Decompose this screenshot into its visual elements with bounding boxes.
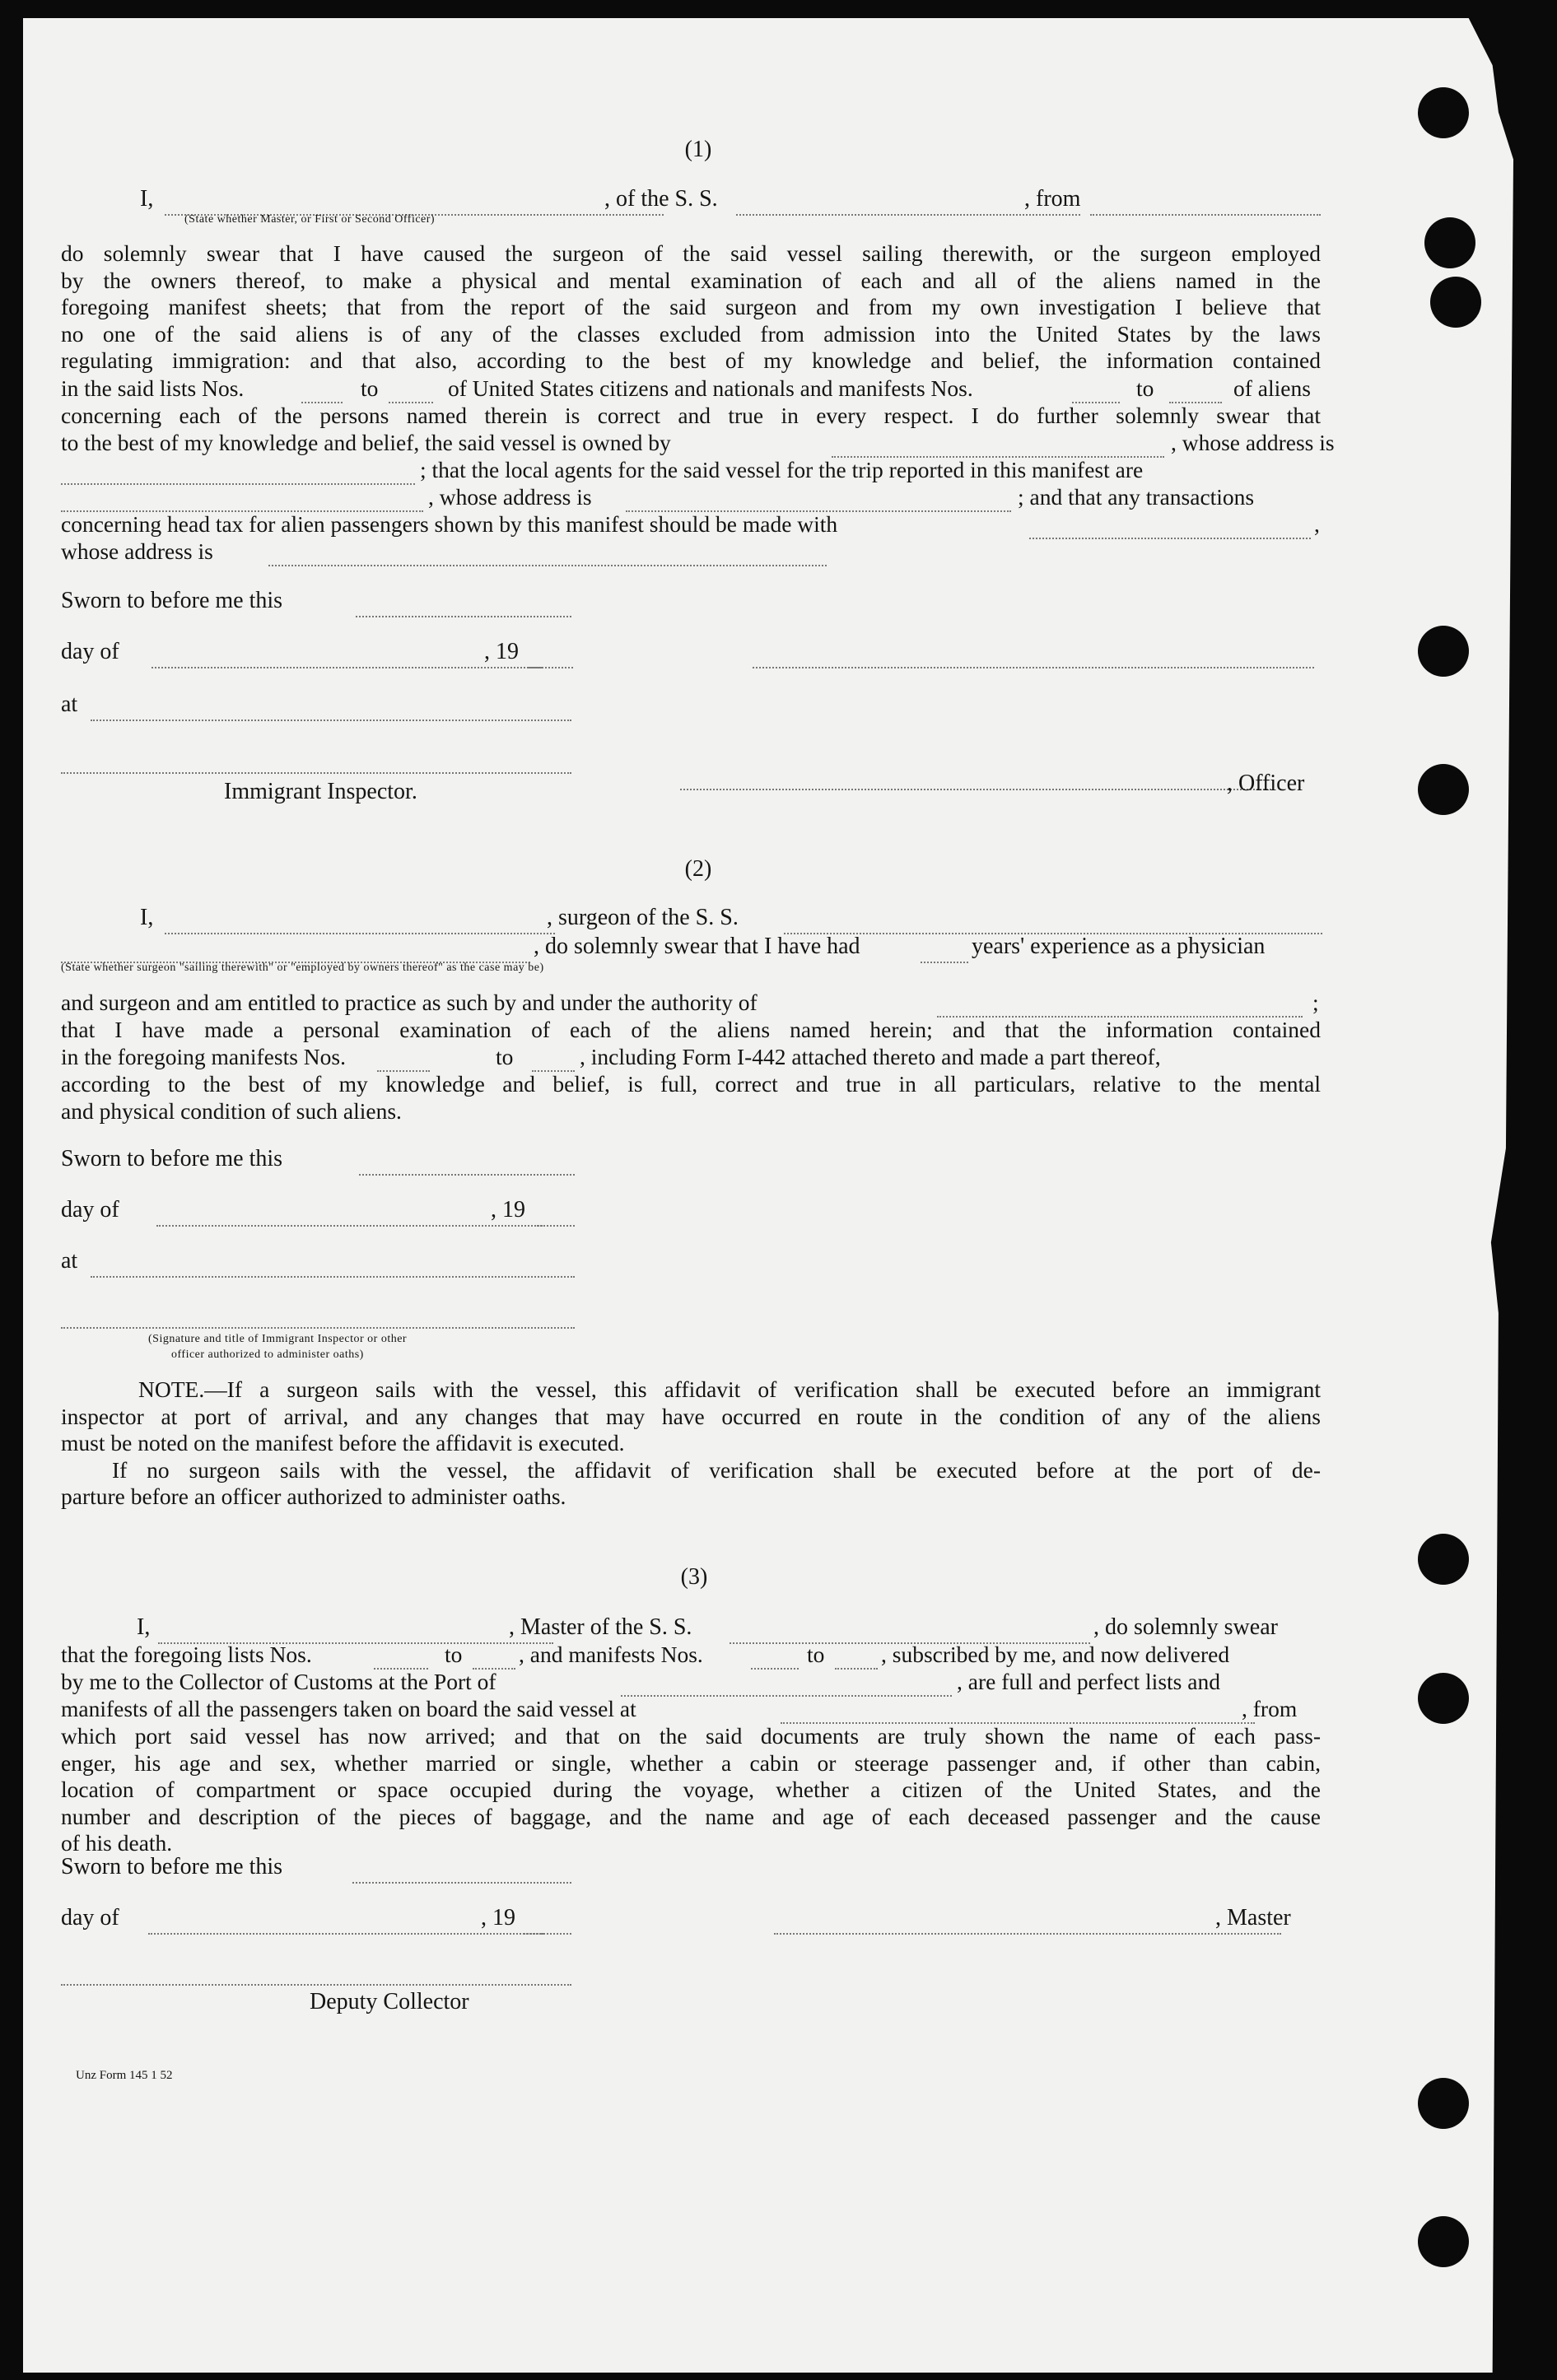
lists-to-field[interactable] bbox=[389, 377, 433, 403]
from-port-field[interactable] bbox=[1090, 189, 1321, 216]
s1-to-label-2: to bbox=[1136, 375, 1154, 401]
s2-sworn-label: Sworn to before me this bbox=[61, 1146, 283, 1171]
s2-sig-note-2: officer authorized to administer oaths) bbox=[171, 1348, 364, 1361]
s1-sworn-label: Sworn to before me this bbox=[61, 588, 283, 613]
s3-body-line: enger, his age and sex, whether married or single, whether a cabin or steerage passenger and, if other than cabin, bbox=[61, 1749, 1321, 1776]
s2-manifests-label: in the foregoing manifests Nos. bbox=[61, 1044, 346, 1069]
s2-year-label: , 19 bbox=[491, 1197, 525, 1223]
s2-note-line: NOTE.—If a surgeon sails with the vessel, this affidavit of verification shall be executed before an immigrant bbox=[138, 1376, 1321, 1402]
s1-month-field[interactable] bbox=[152, 642, 542, 668]
manifests-from-field[interactable] bbox=[1072, 377, 1120, 403]
s3-body-line: which port said vessel has now arrived; and that on the said documents are truly shown the name of each pass- bbox=[61, 1723, 1321, 1749]
binder-hole bbox=[1418, 2078, 1469, 2129]
s2-years-label: years' experience as a physician bbox=[972, 934, 1266, 959]
s1-agents-label: ; that the local agents for the said vessel for the trip reported in this manifest are bbox=[420, 457, 1144, 482]
s2-year-field[interactable] bbox=[537, 1200, 575, 1227]
s1-agent-address-label: , whose address is bbox=[428, 484, 592, 510]
s3-master-label: , Master of the S. S. bbox=[509, 1614, 692, 1640]
owner-address-field[interactable] bbox=[61, 459, 415, 485]
s3-deputy-label: Deputy Collector bbox=[310, 1989, 469, 2014]
s2-manifests-from-field[interactable] bbox=[377, 1046, 430, 1072]
binder-hole bbox=[1424, 217, 1475, 268]
s1-to-label: to bbox=[361, 375, 379, 401]
binder-hole bbox=[1418, 2216, 1469, 2267]
s3-body-line: location of compartment or space occupied during the voyage, whether a citizen of the United States, and the bbox=[61, 1777, 1321, 1802]
s2-at-field[interactable] bbox=[91, 1251, 575, 1278]
s2-to-label: to bbox=[496, 1044, 514, 1069]
section-1-number: (1) bbox=[684, 137, 712, 162]
s1-year-label: , 19 bbox=[484, 639, 519, 664]
s3-lists-label: that the foregoing lists Nos. bbox=[61, 1642, 312, 1667]
deputy-collector-signature-field[interactable] bbox=[61, 1959, 571, 1986]
s3-from-label: , from bbox=[1242, 1696, 1298, 1721]
s1-officer-note: (State whether Master, or First or Second Officer) bbox=[184, 213, 436, 226]
s1-body-line: concerning each of the persons named therein is correct and true in every respect. I do further solemnly swear that bbox=[61, 403, 1321, 428]
authority-field[interactable] bbox=[937, 991, 1303, 1018]
s2-note-line: If no surgeon sails with the vessel, the affidavit of verification shall be executed before at the port of de- bbox=[112, 1456, 1321, 1483]
s3-body bbox=[61, 1723, 1321, 1830]
binder-hole bbox=[1418, 1534, 1469, 1585]
s1-citizens-label: of United States citizens and nationals and manifests Nos. bbox=[448, 375, 973, 401]
binder-hole bbox=[1418, 626, 1469, 677]
manifests-to-field[interactable] bbox=[1169, 377, 1222, 403]
s2-surgeon-label: , surgeon of the S. S. bbox=[547, 905, 739, 930]
s1-officer-label: , Officer bbox=[1227, 771, 1305, 796]
s2-note-line: parture before an officer authorized to administer oaths. bbox=[61, 1483, 566, 1509]
s1-body-line: foregoing manifest sheets; that from the report of the said surgeon and from my own investigation I believe that bbox=[61, 294, 1321, 319]
head-tax-address-field[interactable] bbox=[268, 540, 827, 566]
s3-sworn-label: Sworn to before me this bbox=[61, 1854, 283, 1879]
s3-year-label: , 19 bbox=[481, 1905, 515, 1931]
s3-lists-from-field[interactable] bbox=[374, 1643, 428, 1670]
s2-note bbox=[61, 1376, 1321, 1511]
s3-to-label: to bbox=[445, 1642, 463, 1667]
s3-port-field[interactable] bbox=[621, 1670, 952, 1697]
s1-owned-by-label: to the best of my knowledge and belief, the said vessel is owned by bbox=[61, 430, 671, 455]
s2-body bbox=[61, 1017, 1321, 1044]
s3-collector-label: by me to the Collector of Customs at the Port of bbox=[61, 1669, 496, 1694]
head-tax-party-field[interactable] bbox=[1029, 513, 1311, 539]
s3-lists-to-field[interactable] bbox=[473, 1643, 515, 1670]
s1-comma: , bbox=[1314, 511, 1320, 537]
s1-of-ss-label: , of the S. S. bbox=[604, 186, 718, 212]
s2-body-line: and physical condition of such aliens. bbox=[61, 1097, 402, 1124]
surgeon-type-field[interactable] bbox=[61, 937, 530, 963]
binder-hole bbox=[1430, 277, 1481, 328]
s1-sworn-date-field[interactable] bbox=[356, 591, 571, 617]
s1-head-tax-label: concerning head tax for alien passengers shown by this manifest should be made with bbox=[61, 511, 838, 537]
s2-at-label: at bbox=[61, 1248, 78, 1274]
s2-sig-note-1: (Signature and title of Immigrant Inspector or other bbox=[148, 1333, 408, 1345]
agent-address-field[interactable] bbox=[626, 486, 1011, 512]
years-experience-field[interactable] bbox=[921, 937, 968, 963]
s2-body-2 bbox=[61, 1071, 1321, 1125]
lists-from-field[interactable] bbox=[301, 377, 343, 403]
s1-body-line: by the owners thereof, to make a physical and mental examination of each and all of the aliens named in the bbox=[61, 267, 1321, 293]
s2-form-label: , including Form I-442 attached thereto and made a part thereof, bbox=[580, 1044, 1161, 1069]
s3-vessel-field[interactable] bbox=[730, 1618, 1090, 1644]
s3-to-label-2: to bbox=[807, 1642, 825, 1667]
s3-manifests-from-field[interactable] bbox=[751, 1643, 799, 1670]
s3-dayof-label: day of bbox=[61, 1905, 119, 1931]
s3-body-line: number and description of the pieces of baggage, and the name and age of each deceased passenger and the cause bbox=[61, 1803, 1321, 1829]
s2-body-line: according to the best of my knowledge and belief, is full, correct and true in all particulars, relative to the mental bbox=[61, 1071, 1321, 1097]
officer-name-field[interactable] bbox=[165, 189, 664, 216]
binder-hole bbox=[1418, 1673, 1469, 1724]
s1-whose-address-label: whose address is bbox=[61, 538, 213, 564]
s1-body-line: no one of the said aliens is of any of the classes excluded from admission into the United States by the laws bbox=[61, 320, 1321, 347]
s1-aliens-label: of aliens bbox=[1233, 375, 1311, 401]
s2-signature-field[interactable] bbox=[61, 1302, 575, 1329]
s2-dayof-label: day of bbox=[61, 1197, 119, 1223]
s3-boarding-port-field[interactable] bbox=[781, 1698, 1255, 1724]
s2-note-line: inspector at port of arrival, and any changes that may have occurred en route in the condition of any of the aliens bbox=[61, 1403, 1321, 1429]
s2-note-line: must be noted on the manifest before the affidavit is executed. bbox=[61, 1430, 625, 1455]
s3-taken-label: manifests of all the passengers taken on board the said vessel at bbox=[61, 1696, 636, 1721]
s3-i-label: I, bbox=[137, 1614, 151, 1640]
s1-i-label: I, bbox=[140, 186, 154, 212]
s3-last-line: of his death. bbox=[61, 1830, 173, 1856]
binder-hole bbox=[1418, 764, 1469, 815]
s1-from-label: , from bbox=[1024, 186, 1081, 212]
s3-swear-label: , do solemnly swear bbox=[1093, 1614, 1278, 1640]
s1-body-line: regulating immigration: and that also, according to the best of my knowledge and belief, the information contained bbox=[61, 347, 1321, 373]
s3-sworn-date-field[interactable] bbox=[352, 1857, 571, 1884]
agents-field[interactable] bbox=[61, 486, 423, 512]
s1-at-field[interactable] bbox=[91, 695, 571, 721]
s3-lists-perfect-label: , are full and perfect lists and bbox=[957, 1669, 1220, 1694]
surgeon-name-field[interactable] bbox=[165, 908, 555, 934]
s1-transactions-label: ; and that any transactions bbox=[1018, 484, 1255, 510]
s1-body-line: do solemnly swear that I have caused the surgeon of the said vessel sailing therewith, or the surgeon employed bbox=[61, 240, 1321, 266]
s1-body bbox=[61, 240, 1321, 375]
s1-inspector-label: Immigrant Inspector. bbox=[224, 779, 417, 804]
master-signature-field[interactable] bbox=[774, 1908, 1281, 1935]
form-number: Unz Form 145 1 52 bbox=[76, 2069, 173, 2082]
s1-lists-label: in the said lists Nos. bbox=[61, 375, 245, 401]
s1-year-field[interactable] bbox=[529, 642, 573, 668]
s2-swear-label: , do solemnly swear that I have had bbox=[534, 934, 860, 959]
s3-subscribed-label: , subscribed by me, and now delivered bbox=[881, 1642, 1230, 1667]
section-3-number: (3) bbox=[680, 1564, 708, 1590]
s2-semicolon: ; bbox=[1312, 990, 1319, 1015]
s2-vessel-field[interactable] bbox=[784, 908, 1322, 934]
s2-i-label: I, bbox=[140, 905, 154, 930]
s1-officer-signature-field[interactable] bbox=[753, 642, 1314, 668]
section-2-number: (2) bbox=[684, 856, 712, 882]
s2-month-field[interactable] bbox=[156, 1200, 545, 1227]
binder-hole bbox=[1418, 87, 1469, 138]
s1-at-label: at bbox=[61, 692, 78, 717]
s2-sworn-date-field[interactable] bbox=[359, 1149, 575, 1176]
s2-authority-label: and surgeon and am entitled to practice as such by and under the authority of bbox=[61, 990, 758, 1015]
s3-year-field[interactable] bbox=[524, 1908, 571, 1935]
master-name-field[interactable] bbox=[158, 1618, 553, 1644]
s1-dayof-label: day of bbox=[61, 639, 119, 664]
s2-surgeon-note: (State whether surgeon "sailing therewith" or "employed by owners thereof" as the case may be) bbox=[61, 962, 544, 974]
owner-field[interactable] bbox=[832, 431, 1164, 458]
s2-body-line: that I have made a personal examination of each of the aliens named herein; and that the information contained bbox=[61, 1017, 1321, 1042]
s1-address-label: , whose address is bbox=[1171, 430, 1335, 455]
s3-manifests-label: , and manifests Nos. bbox=[519, 1642, 703, 1667]
s3-manifests-to-field[interactable] bbox=[835, 1643, 878, 1670]
s1-body-2 bbox=[61, 403, 1321, 430]
s2-manifests-to-field[interactable] bbox=[532, 1046, 575, 1072]
s3-master-sig-label: , Master bbox=[1215, 1905, 1291, 1931]
